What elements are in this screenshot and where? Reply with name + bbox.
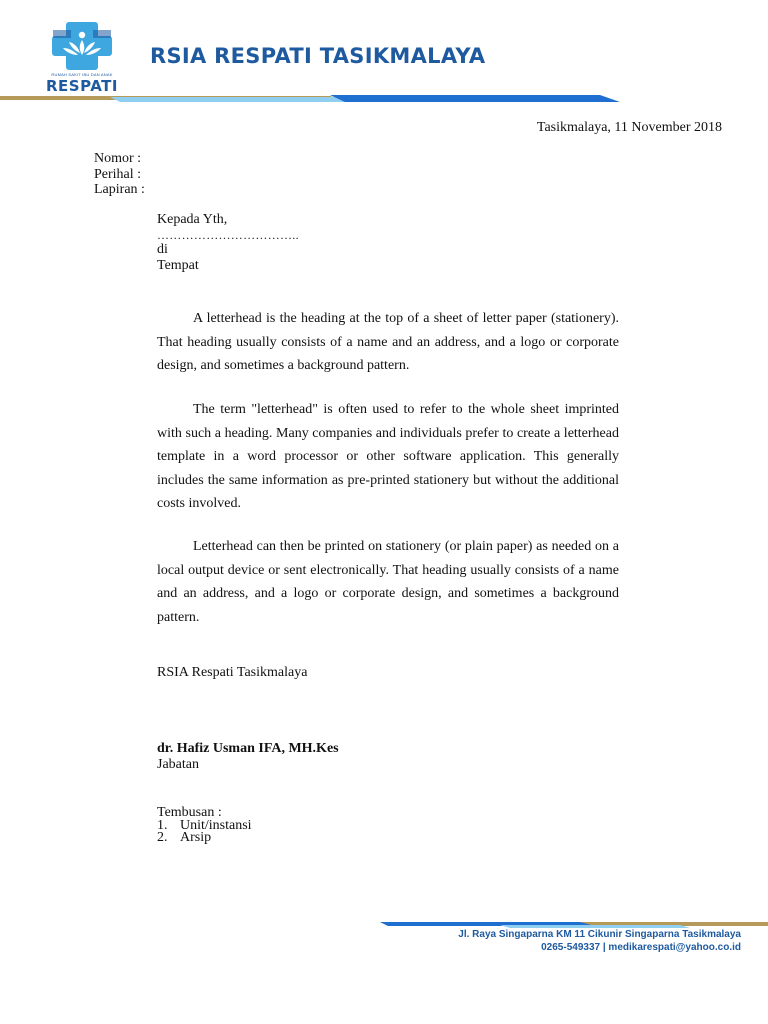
- lapiran-label: Lapiran :: [94, 182, 145, 197]
- cross-lotus-icon: [45, 20, 119, 72]
- letter-date: Tasikmalaya, 11 November 2018: [536, 120, 722, 135]
- letter-meta: [94, 151, 145, 198]
- recipient-tempat: Tempat: [157, 258, 199, 273]
- cc-label: Tembusan :: [157, 805, 222, 820]
- footer-address: Jl. Raya Singaparna KM 11 Cikunir Singaparna Tasikmalaya: [458, 929, 741, 940]
- org-title: RSIA RESPATI TASIKMALAYA: [150, 44, 486, 68]
- nomor-label: Nomor :: [94, 151, 142, 166]
- signature-block: [157, 741, 339, 773]
- recipient-placeholder: ……………………………..: [157, 228, 299, 242]
- cc-item-text: Arsip: [180, 830, 212, 845]
- body-paragraph: A letterhead is the heading at the top of a sheet of letter paper (stationery). That heading usually consists of a name and an address, and a logo or corporate design, and sometimes a background pattern.: [157, 311, 619, 374]
- cc-item-text: Unit/instansi: [180, 817, 252, 833]
- carbon-copy-list: [157, 807, 252, 845]
- body-paragraph: Letterhead can then be printed on stationery (or plain paper) as needed on a local output device or sent electronically. That heading usually consists of a name and an address, and a logo or corporate design, and sometimes a background pattern.: [157, 539, 619, 625]
- logo-subtext: RUMAH SAKIT IBU DAN ANAK: [51, 72, 113, 77]
- header-band: [0, 92, 768, 106]
- list-item: [157, 832, 252, 845]
- hospital-logo: [45, 20, 119, 94]
- logo-wordmark: RESPATI: [46, 77, 118, 95]
- body-paragraph: The term "letterhead" is often used to refer to the whole sheet imprinted with such a heading. Many companies and individuals prefer to create a letterhead template in a word processor or other software application. This generally includes the same information as pre-printed stationery but without the additional costs involved.: [157, 402, 619, 512]
- cc-item-number: 2.: [157, 830, 168, 845]
- footer-phone-email: 0265-549337 | medikarespati@yahoo.co.id: [541, 941, 741, 953]
- signer-name: dr. Hafiz Usman IFA, MH.Kes: [157, 741, 339, 756]
- cc-item-number: 1.: [157, 817, 168, 833]
- salutation: Kepada Yth,: [157, 212, 228, 227]
- recipient-block: [157, 212, 299, 274]
- signer-position: Jabatan: [157, 757, 199, 772]
- signing-organization: RSIA Respati Tasikmalaya: [157, 665, 308, 680]
- footer-contact: [458, 929, 741, 954]
- perihal-label: Perihal :: [94, 166, 142, 182]
- recipient-di: di: [157, 242, 168, 257]
